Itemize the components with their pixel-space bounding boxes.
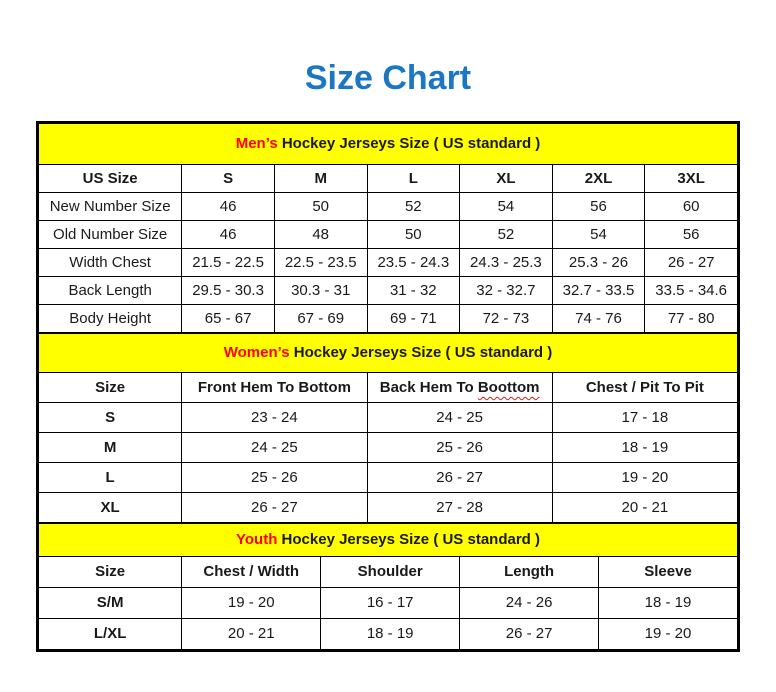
size-cell: 24 - 25 [182, 432, 367, 462]
column-header: Shoulder [321, 556, 460, 587]
size-cell: 54 [460, 192, 553, 220]
size-cell: 74 - 76 [552, 304, 645, 332]
size-cell: 48 [274, 220, 367, 248]
column-header: US Size [39, 164, 182, 192]
size-cell: 21.5 - 22.5 [182, 248, 275, 276]
size-cell: 77 - 80 [645, 304, 738, 332]
size-cell: 26 - 27 [645, 248, 738, 276]
size-cell: 31 - 32 [367, 276, 460, 304]
banner-accent-text: Women’s [223, 344, 290, 362]
column-header: Back Hem To Boottom [367, 372, 552, 402]
banner-accent-text: Men’s [235, 135, 278, 153]
size-cell: 20 - 21 [182, 618, 321, 649]
size-cell: 65 - 67 [182, 304, 275, 332]
column-header: XL [460, 164, 553, 192]
row-label: XL [39, 492, 182, 522]
size-cell: 19 - 20 [599, 618, 738, 649]
table-row [39, 220, 738, 248]
row-label: L/XL [39, 618, 182, 649]
row-label: Width Chest [39, 248, 182, 276]
row-label: S/M [39, 587, 182, 618]
table-row [39, 248, 738, 276]
womens-size-table [38, 333, 738, 523]
size-cell: 56 [645, 220, 738, 248]
table-row [39, 192, 738, 220]
column-header: Front Hem To Bottom [182, 372, 367, 402]
column-header: Size [39, 372, 182, 402]
table-row [39, 618, 738, 649]
column-header: 3XL [645, 164, 738, 192]
mens-banner-row [39, 123, 738, 164]
column-header: Size [39, 556, 182, 587]
size-cell: 52 [460, 220, 553, 248]
mens-banner [39, 123, 738, 164]
size-cell: 26 - 27 [182, 492, 367, 522]
banner-text: Hockey Jerseys Size ( US standard ) [277, 531, 540, 549]
row-label: S [39, 402, 182, 432]
size-cell: 16 - 17 [321, 587, 460, 618]
column-header: L [367, 164, 460, 192]
mens-header-row [39, 164, 738, 192]
banner-text: Hockey Jerseys Size ( US standard ) [289, 344, 553, 362]
size-cell: 23.5 - 24.3 [367, 248, 460, 276]
banner-text: Hockey Jerseys Size ( US standard ) [277, 135, 541, 153]
size-cell: 24 - 26 [460, 587, 599, 618]
page-title: Size Chart [304, 59, 472, 97]
size-cell: 50 [274, 192, 367, 220]
youth-size-table [38, 523, 738, 650]
youth-banner [39, 523, 738, 556]
row-label: New Number Size [39, 192, 182, 220]
size-cell: 50 [367, 220, 460, 248]
youth-banner-row [39, 523, 738, 556]
size-cell: 32 - 32.7 [460, 276, 553, 304]
row-label: M [39, 432, 182, 462]
size-cell: 46 [182, 220, 275, 248]
size-cell: 67 - 69 [274, 304, 367, 332]
size-cell: 24 - 25 [367, 402, 552, 432]
size-cell: 33.5 - 34.6 [645, 276, 738, 304]
table-row [39, 402, 738, 432]
column-header: Chest / Pit To Pit [552, 372, 737, 402]
table-row [39, 462, 738, 492]
size-cell: 25.3 - 26 [552, 248, 645, 276]
size-cell: 52 [367, 192, 460, 220]
column-header: Chest / Width [182, 556, 321, 587]
size-cell: 17 - 18 [552, 402, 737, 432]
size-cell: 19 - 20 [182, 587, 321, 618]
size-cell: 54 [552, 220, 645, 248]
size-cell: 60 [645, 192, 738, 220]
size-cell: 56 [552, 192, 645, 220]
size-cell: 25 - 26 [367, 432, 552, 462]
size-cell: 29.5 - 30.3 [182, 276, 275, 304]
misspelled-word: Boottom [477, 378, 540, 396]
table-row [39, 587, 738, 618]
size-cell: 19 - 20 [552, 462, 737, 492]
womens-header-row [39, 372, 738, 402]
table-row [39, 276, 738, 304]
size-cell: 30.3 - 31 [274, 276, 367, 304]
column-header: 2XL [552, 164, 645, 192]
size-cell: 18 - 19 [552, 432, 737, 462]
row-label: Body Height [39, 304, 182, 332]
womens-banner-row [39, 333, 738, 372]
table-row [39, 492, 738, 522]
column-header: S [182, 164, 275, 192]
table-row [39, 432, 738, 462]
size-cell: 18 - 19 [599, 587, 738, 618]
size-cell: 24.3 - 25.3 [460, 248, 553, 276]
size-cell: 72 - 73 [460, 304, 553, 332]
size-cell: 69 - 71 [367, 304, 460, 332]
womens-banner [39, 333, 738, 372]
column-header: Length [460, 556, 599, 587]
column-header: Sleeve [599, 556, 738, 587]
size-cell: 20 - 21 [552, 492, 737, 522]
size-chart-tables [36, 121, 740, 652]
mens-size-table [38, 123, 738, 333]
size-cell: 32.7 - 33.5 [552, 276, 645, 304]
size-cell: 46 [182, 192, 275, 220]
size-cell: 26 - 27 [460, 618, 599, 649]
youth-header-row [39, 556, 738, 587]
banner-accent-text: Youth [236, 531, 278, 549]
size-cell: 26 - 27 [367, 462, 552, 492]
row-label: L [39, 462, 182, 492]
table-row [39, 304, 738, 332]
size-cell: 25 - 26 [182, 462, 367, 492]
row-label: Back Length [39, 276, 182, 304]
size-cell: 27 - 28 [367, 492, 552, 522]
column-header: M [274, 164, 367, 192]
size-cell: 18 - 19 [321, 618, 460, 649]
row-label: Old Number Size [39, 220, 182, 248]
size-cell: 22.5 - 23.5 [274, 248, 367, 276]
size-cell: 23 - 24 [182, 402, 367, 432]
